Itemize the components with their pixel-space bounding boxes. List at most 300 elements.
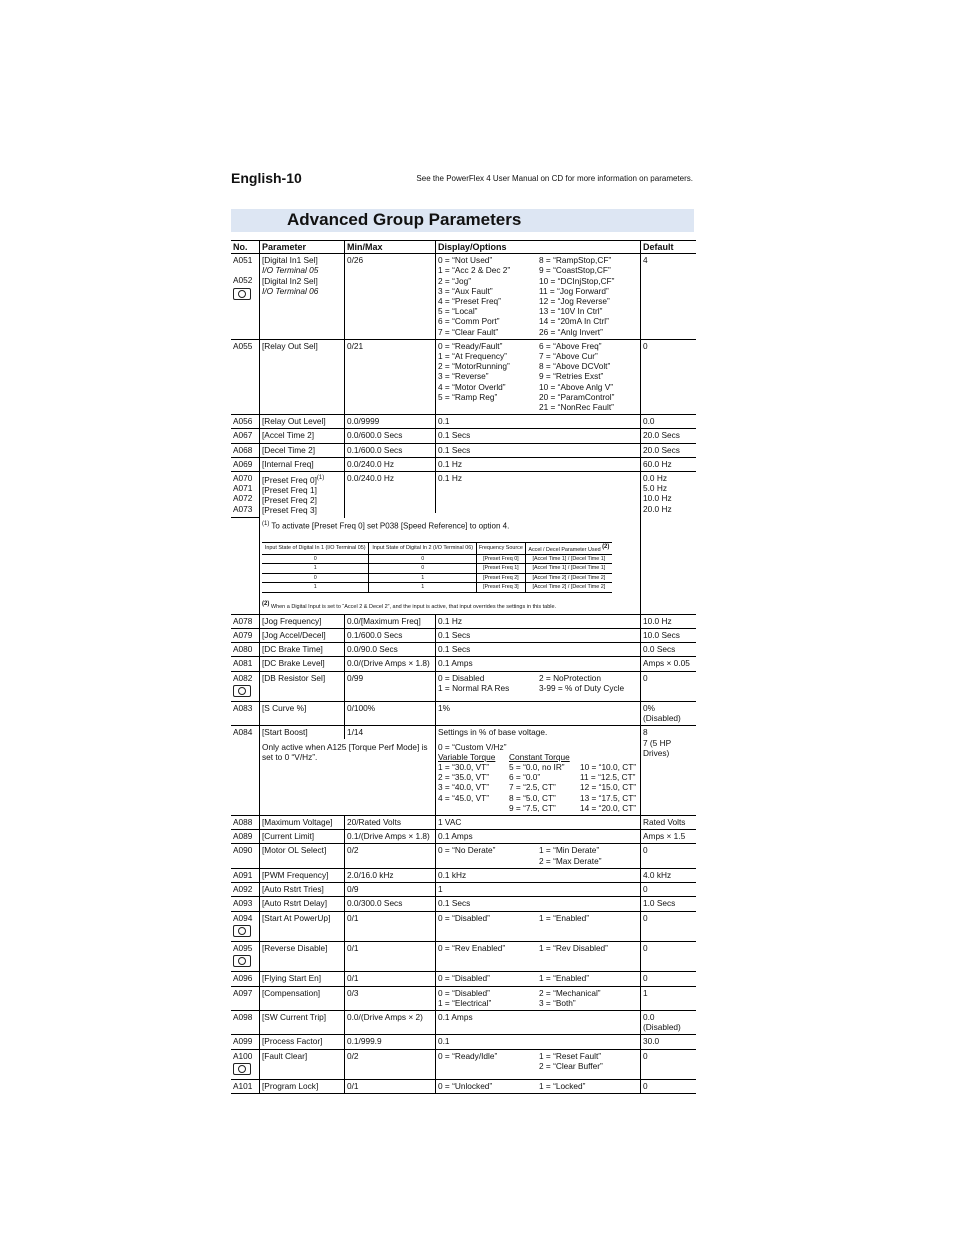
param-name: [SW Current Trip] [260, 1010, 345, 1034]
param-name: [DC Brake Time] [260, 643, 345, 657]
empty-cell [231, 518, 260, 615]
param-no: A094 [233, 912, 253, 923]
param-no: A081 [231, 657, 260, 671]
option-item: 3 = “40.0, VT” [438, 782, 489, 793]
option-item: 2 = “MotorRunning” [438, 361, 510, 372]
param-no: A070 [233, 473, 253, 484]
option-item: 9 = “Retries Exst” [539, 371, 604, 382]
option-item: 1 = “Enabled” [539, 912, 590, 923]
option-item: 8 = “Above DCVolt” [539, 361, 611, 372]
param-minmax: 0.0/600.0 Secs [345, 429, 436, 443]
param-default: Amps × 0.05 [641, 657, 697, 671]
subtable-row [262, 564, 612, 574]
stop-drive-icon [233, 955, 251, 967]
param-no: A093 [231, 897, 260, 911]
param-options-cell [436, 986, 641, 1010]
param-display: 0.1 Amps [436, 1010, 641, 1034]
subtable-cell: 1 [262, 564, 369, 574]
param-no: A084 [231, 726, 260, 816]
param-display: 0.1 Amps [436, 657, 641, 671]
preset-freq-notes-cell [260, 518, 641, 615]
table-row [231, 457, 696, 471]
param-name: [DB Resistor Sel] [260, 671, 345, 701]
option-item: 3 = “Both” [539, 997, 576, 1008]
param-name: [Process Factor] [260, 1035, 345, 1049]
option-item: 5 = “Local” [438, 306, 478, 317]
subtable-cell: [Preset Freq 0] [476, 554, 525, 564]
param-name: [Relay Out Sel] [260, 339, 345, 414]
param-options-cell [436, 911, 641, 941]
table-row [231, 629, 696, 643]
param-minmax: 0.1/600.0 Secs [345, 443, 436, 457]
param-name: [Reverse Disable] [260, 941, 345, 971]
param-default: 0 [641, 844, 697, 868]
subtable-cell: [Accel Time 1] / [Decel Time 1] [525, 564, 612, 574]
col-header-minmax: Min/Max [345, 241, 436, 254]
option-item: 0 = “Ready/Fault” [438, 340, 503, 351]
param-name-cell [260, 472, 345, 518]
param-note: Only active when A125 [Torque Perf Mode] is set to 0 “V/Hz”. [262, 741, 428, 762]
param-no: A051 [233, 255, 253, 266]
col-header-default: Default [641, 241, 697, 254]
param-display: 0.1 Secs [436, 629, 641, 643]
param-default: Rated Volts [641, 816, 697, 830]
option-item: 7 = “2.5, CT” [509, 782, 556, 793]
param-name: [DC Brake Level] [260, 657, 345, 671]
table-row [231, 254, 696, 340]
param-no: A082 [233, 672, 253, 683]
subtable-cell: [Accel Time 1] / [Decel Time 1] [525, 554, 612, 564]
stop-drive-icon [233, 685, 251, 697]
param-minmax: 0.1/999.9 [345, 1035, 436, 1049]
param-default: 0.0 Hz [643, 473, 667, 484]
param-no-cell [231, 671, 260, 701]
option-item: 4 = “Preset Freq” [438, 296, 501, 307]
table-row [231, 986, 696, 1010]
param-default: 5.0 Hz [643, 483, 667, 494]
param-name: [Internal Freq] [260, 457, 345, 471]
table-row [231, 1010, 696, 1034]
table-row [231, 643, 696, 657]
option-item: 10 = “10.0, CT” [580, 762, 637, 773]
table-row [231, 657, 696, 671]
option-item: 1 = “Enabled” [539, 973, 590, 984]
param-no: A056 [231, 415, 260, 429]
option-item: 0 = “Rev Enabled” [438, 942, 506, 953]
option-item: 1 = “Acc 2 & Dec 2” [438, 265, 511, 276]
option-item [438, 856, 539, 866]
option-item: 2 = NoProtection [539, 672, 602, 683]
option-item: 2 = “Mechanical” [539, 987, 601, 998]
param-default: 20.0 Secs [641, 429, 697, 443]
param-name: [Digital In1 Sel] [262, 255, 318, 266]
param-minmax: 0.0/(Drive Amps × 2) [345, 1010, 436, 1034]
option-item: 1 = “30.0, VT” [438, 762, 489, 773]
param-no: A083 [231, 702, 260, 726]
option-item: 2 = “35.0, VT” [438, 772, 489, 783]
param-no: A067 [231, 429, 260, 443]
option-item: 0 = “Disabled” [438, 987, 490, 998]
option-item: 5 = “Ramp Reg” [438, 391, 498, 402]
table-row [231, 614, 696, 628]
table-row [231, 429, 696, 443]
param-no-cell [231, 941, 260, 971]
param-default: 4.0 kHz [641, 868, 697, 882]
option-item: 2 = “Clear Buffer” [539, 1060, 603, 1071]
param-no: A088 [231, 816, 260, 830]
stop-drive-icon [233, 925, 251, 937]
option-item: 6 = “Above Freq” [539, 340, 602, 351]
stop-drive-icon [233, 1063, 251, 1075]
footnote-marker: (1) [316, 475, 325, 482]
option-item: 13 = “10V In Ctrl” [539, 306, 603, 317]
param-minmax: 0/21 [345, 339, 436, 414]
param-no: A097 [231, 986, 260, 1010]
subtable-header: Accel / Decel Parameter Used $^{(2)}$ [525, 542, 612, 554]
param-default: 0.0 [641, 415, 697, 429]
subtable-header: Frequency Source [476, 542, 525, 554]
param-name: [PWM Frequency] [260, 868, 345, 882]
subtable-cell: 0 [262, 573, 369, 583]
variable-torque-heading: Variable Torque [438, 751, 496, 762]
table-row [231, 844, 696, 868]
param-name: [Preset Freq 0]$^{(1)}$ [262, 474, 325, 485]
param-default: 4 [641, 254, 697, 340]
option-item: 14 = “20.0, CT” [580, 802, 637, 813]
table-row [231, 726, 696, 816]
param-no: A055 [231, 339, 260, 414]
param-name: [S Curve %] [260, 702, 345, 726]
param-default: 0 [641, 1049, 697, 1079]
param-minmax: 0.1/(Drive Amps × 1.8) [345, 830, 436, 844]
empty-cell [641, 518, 697, 615]
start-boost-cell [260, 726, 436, 816]
table-row [231, 972, 696, 986]
option-item: 3 = “Reverse” [438, 371, 489, 382]
table-row [231, 702, 696, 726]
option-item: 20 = “ParamControl” [539, 391, 615, 402]
table-row [231, 472, 696, 518]
param-no: A080 [231, 643, 260, 657]
table-row [231, 868, 696, 882]
param-minmax: 0.0/300.0 Secs [345, 897, 436, 911]
option-item: 2 = “Jog” [438, 275, 471, 286]
table-row [231, 897, 696, 911]
param-name: [Program Lock] [260, 1079, 345, 1093]
subtable-cell: 1 [262, 583, 369, 593]
param-default: 1 [641, 986, 697, 1010]
option-item: 11 = “Jog Forward” [539, 285, 609, 296]
option-item: 5 = “0.0, no IR” [509, 762, 565, 773]
param-display: 0.1 Secs [436, 897, 641, 911]
param-minmax: 0/100% [345, 702, 436, 726]
param-terminal: I/O Terminal 06 [262, 285, 319, 296]
param-minmax: 0/2 [345, 1049, 436, 1079]
param-minmax: 0.0/[Maximum Freq] [345, 614, 436, 628]
option-item [438, 803, 509, 813]
option-item: 12 = “15.0, CT” [580, 782, 637, 793]
param-no: A092 [231, 883, 260, 897]
param-options-cell [436, 726, 641, 816]
param-options-cell [436, 254, 641, 340]
option-item: 3 = “Aux Fault” [438, 285, 493, 296]
param-default: 0 [641, 911, 697, 941]
parameters-table [231, 240, 696, 1094]
param-options-cell [436, 972, 641, 986]
param-no: A096 [231, 972, 260, 986]
param-no: A091 [231, 868, 260, 882]
subtable-row [262, 554, 612, 564]
option-item: 1 = “Rev Disabled” [539, 942, 608, 953]
param-default: 0 [641, 972, 697, 986]
param-default: 0 [641, 883, 697, 897]
option-line: 0 = “Custom V/Hz” [438, 741, 507, 752]
param-minmax: 2.0/16.0 kHz [345, 868, 436, 882]
param-no: A101 [231, 1079, 260, 1093]
option-item: 7 = “Above Cur” [539, 351, 598, 362]
param-default: 20.0 Hz [643, 503, 672, 514]
subtable-cell: 0 [262, 554, 369, 564]
table-row [231, 1079, 696, 1093]
option-item: 4 = “45.0, VT” [438, 792, 489, 803]
col-header-display: Display/Options [436, 241, 641, 254]
param-display: 0.1 Hz [438, 473, 462, 484]
subtable-cell: 0 [369, 564, 476, 574]
param-minmax: 0.1/600.0 Secs [345, 629, 436, 643]
param-name: [Auto Rstrt Delay] [260, 897, 345, 911]
table-row [231, 816, 696, 830]
table-row [231, 518, 696, 615]
param-no: A079 [231, 629, 260, 643]
param-no: A068 [231, 443, 260, 457]
param-name: [Relay Out Level] [260, 415, 345, 429]
param-minmax: 0/1 [345, 972, 436, 986]
option-item: 11 = “12.5, CT” [580, 772, 636, 783]
param-name: [Maximum Voltage] [260, 816, 345, 830]
param-name: [Preset Freq 1] [262, 485, 317, 496]
option-item: 1 = “Locked” [539, 1080, 586, 1091]
param-minmax: 0/1 [345, 941, 436, 971]
option-item: 0 = “Not Used” [438, 255, 493, 266]
param-name-cell [260, 254, 345, 340]
param-options-cell [436, 844, 641, 868]
option-item: 10 = “Above Anlg V” [539, 381, 614, 392]
param-minmax: 0.0/240.0 Hz [345, 472, 436, 513]
option-item: 26 = “Anlg Invert” [539, 326, 603, 337]
table-row [231, 415, 696, 429]
param-minmax: 0.0/(Drive Amps × 1.8) [345, 657, 436, 671]
option-item: 9 = “CoastStop,CF” [539, 265, 611, 276]
param-name: [Flying Start En] [260, 972, 345, 986]
param-display: 0.1 Amps [436, 830, 641, 844]
option-item: 0 = “Unlocked” [438, 1080, 493, 1091]
param-default: 30.0 [641, 1035, 697, 1049]
param-display: 0.1 Hz [436, 614, 641, 628]
footnote-1: $^{(1)}$ To activate [Preset Freq 0] set P038 [Speed Reference] to option 4. [262, 520, 510, 531]
param-default: 0.0 Secs [641, 643, 697, 657]
param-no: A089 [231, 830, 260, 844]
param-default: Amps × 1.5 [641, 830, 697, 844]
subtable-header: Input State of Digital In 1 (I/O Terminal 05) [262, 542, 369, 554]
param-default: 1.0 Secs [641, 897, 697, 911]
param-minmax: 0/1 [345, 1079, 436, 1093]
param-name: [Current Limit] [260, 830, 345, 844]
page-label: English-10 [231, 170, 302, 186]
subtable-cell: [Preset Freq 2] [476, 573, 525, 583]
option-item: 0 = “Disabled” [438, 912, 490, 923]
subtable-cell: 1 [369, 583, 476, 593]
col-header-parameter: Parameter [260, 241, 345, 254]
option-item: 0 = Disabled [438, 672, 485, 683]
param-name: [Fault Clear] [260, 1049, 345, 1079]
param-no: A069 [231, 457, 260, 471]
table-row [231, 339, 696, 414]
table-row [231, 671, 696, 701]
param-no: A090 [231, 844, 260, 868]
param-default: 10.0 Secs [641, 629, 697, 643]
param-default: 0 [641, 1079, 697, 1093]
option-item: 6 = “Comm Port” [438, 316, 500, 327]
param-display: 0.1 Secs [436, 429, 641, 443]
param-minmax: 0.0/9999 [345, 415, 436, 429]
param-name: [Auto Rstrt Tries] [260, 883, 345, 897]
param-name: [Motor OL Select] [260, 844, 345, 868]
param-display: 0.1 Secs [436, 443, 641, 457]
param-minmax: 0/2 [345, 844, 436, 868]
param-name: [Decel Time 2] [260, 443, 345, 457]
param-default: 0.0 (Disabled) [641, 1010, 697, 1034]
param-display: 0.1 kHz [436, 868, 641, 882]
option-item: 2 = “Max Derate” [539, 855, 602, 866]
option-item: 6 = “0.0” [509, 772, 541, 783]
param-options-cell [436, 1079, 641, 1093]
subtable-row [262, 573, 612, 583]
option-item: 3-99 = % of Duty Cycle [539, 682, 625, 693]
param-options-cell [436, 941, 641, 971]
option-item: 1 = Normal RA Res [438, 682, 510, 693]
param-display: 0.1 [436, 415, 641, 429]
param-name: [Jog Accel/Decel] [260, 629, 345, 643]
param-default-cell [641, 726, 697, 816]
param-minmax: 20/Rated Volts [345, 816, 436, 830]
param-name: [Preset Freq 3] [262, 505, 317, 516]
param-no: A100 [233, 1050, 253, 1061]
param-default: 0 [641, 339, 697, 414]
param-name: [Preset Freq 2] [262, 495, 317, 506]
param-default: 8 [643, 727, 648, 738]
subtable-row [262, 583, 612, 593]
table-row [231, 830, 696, 844]
option-item: 1 = “At Frequency” [438, 351, 507, 362]
param-default: 10.0 Hz [643, 493, 672, 504]
table-row [231, 941, 696, 971]
param-default: 0 [641, 941, 697, 971]
param-minmax: 0/1 [345, 911, 436, 941]
option-item: 21 = “NonRec Fault” [539, 402, 614, 413]
param-no-cell [231, 472, 260, 518]
param-minmax: 0/26 [345, 254, 436, 340]
subtable-cell: 0 [369, 554, 476, 564]
option-item [438, 1061, 539, 1071]
table-row [231, 1035, 696, 1049]
param-name: [Start Boost] [260, 726, 345, 738]
param-minmax: 0/3 [345, 986, 436, 1010]
option-item: 7 = “Clear Fault” [438, 326, 499, 337]
option-item [438, 402, 539, 412]
option-item: 1 = “Reset Fault” [539, 1050, 602, 1061]
subtable-cell: 1 [369, 573, 476, 583]
param-minmax: 0/9 [345, 883, 436, 897]
param-no: A098 [231, 1010, 260, 1034]
constant-torque-heading: Constant Torque [509, 751, 570, 762]
param-default: 7 (5 HP Drives) [643, 737, 671, 758]
param-name: [Jog Frequency] [260, 614, 345, 628]
table-row [231, 911, 696, 941]
option-item: 1 = “Electrical” [438, 997, 492, 1008]
param-default: 60.0 Hz [641, 457, 697, 471]
param-no: A099 [231, 1035, 260, 1049]
option-item: 0 = “Ready/Idle” [438, 1050, 498, 1061]
subtable-cell: [Preset Freq 3] [476, 583, 525, 593]
param-no-cell [231, 1049, 260, 1079]
param-display: 0.1 Secs [436, 643, 641, 657]
option-item: 4 = “Motor Overld” [438, 381, 506, 392]
stop-drive-icon [233, 288, 251, 300]
param-display: 0.1 [436, 1035, 641, 1049]
table-header-row [231, 241, 696, 254]
option-item: 0 = “No Derate” [438, 845, 496, 856]
param-options-cell [436, 1049, 641, 1079]
param-minmax: 0/99 [345, 671, 436, 701]
subtable-header-row [262, 542, 612, 554]
table-row [231, 883, 696, 897]
param-no: A072 [233, 493, 253, 504]
param-default: 10.0 Hz [641, 614, 697, 628]
table-row [231, 1049, 696, 1079]
param-name: [Start At PowerUp] [260, 911, 345, 941]
option-item: 10 = “DCInjStop,CF” [539, 275, 615, 286]
page-title: Advanced Group Parameters [287, 210, 522, 229]
subtable-cell: [Accel Time 2] / [Decel Time 2] [525, 583, 612, 593]
subtable-header: Input State of Digital In 2 (I/O Terminal 06) [369, 542, 476, 554]
param-options-cell [436, 671, 641, 701]
option-item: 8 = “RampStop,CF” [539, 255, 612, 266]
option-item: 9 = “7.5, CT” [509, 802, 556, 813]
param-no: A078 [231, 614, 260, 628]
param-name: [Compensation] [260, 986, 345, 1010]
header-note: See the PowerFlex 4 User Manual on CD for more information on parameters. [416, 174, 693, 183]
param-minmax: 0.0/240.0 Hz [345, 457, 436, 471]
param-name: [Accel Time 2] [260, 429, 345, 443]
param-default: 0 [641, 671, 697, 701]
option-item: 8 = “5.0, CT” [509, 792, 556, 803]
table-row [231, 443, 696, 457]
param-no: A073 [233, 503, 253, 514]
option-item: 14 = “20mA In Ctrl” [539, 316, 609, 327]
footnote-2: $^{(2)}$ When a Digital Input is set to “Accel 2 & Decel 2”, and the input is active, that input overrides the settings in this table. [262, 600, 557, 610]
param-no-cell [231, 911, 260, 941]
col-header-no: No. [231, 241, 260, 254]
param-display: 1% [436, 702, 641, 726]
param-default: 20.0 Secs [641, 443, 697, 457]
param-no: A071 [233, 483, 253, 494]
preset-freq-subtable [262, 542, 612, 593]
subtable-cell: [Accel Time 2] / [Decel Time 2] [525, 573, 612, 583]
option-item: 13 = “17.5, CT” [580, 792, 637, 803]
param-no: A052 [233, 275, 253, 286]
param-no: A095 [233, 942, 253, 953]
param-terminal: I/O Terminal 05 [262, 265, 319, 276]
